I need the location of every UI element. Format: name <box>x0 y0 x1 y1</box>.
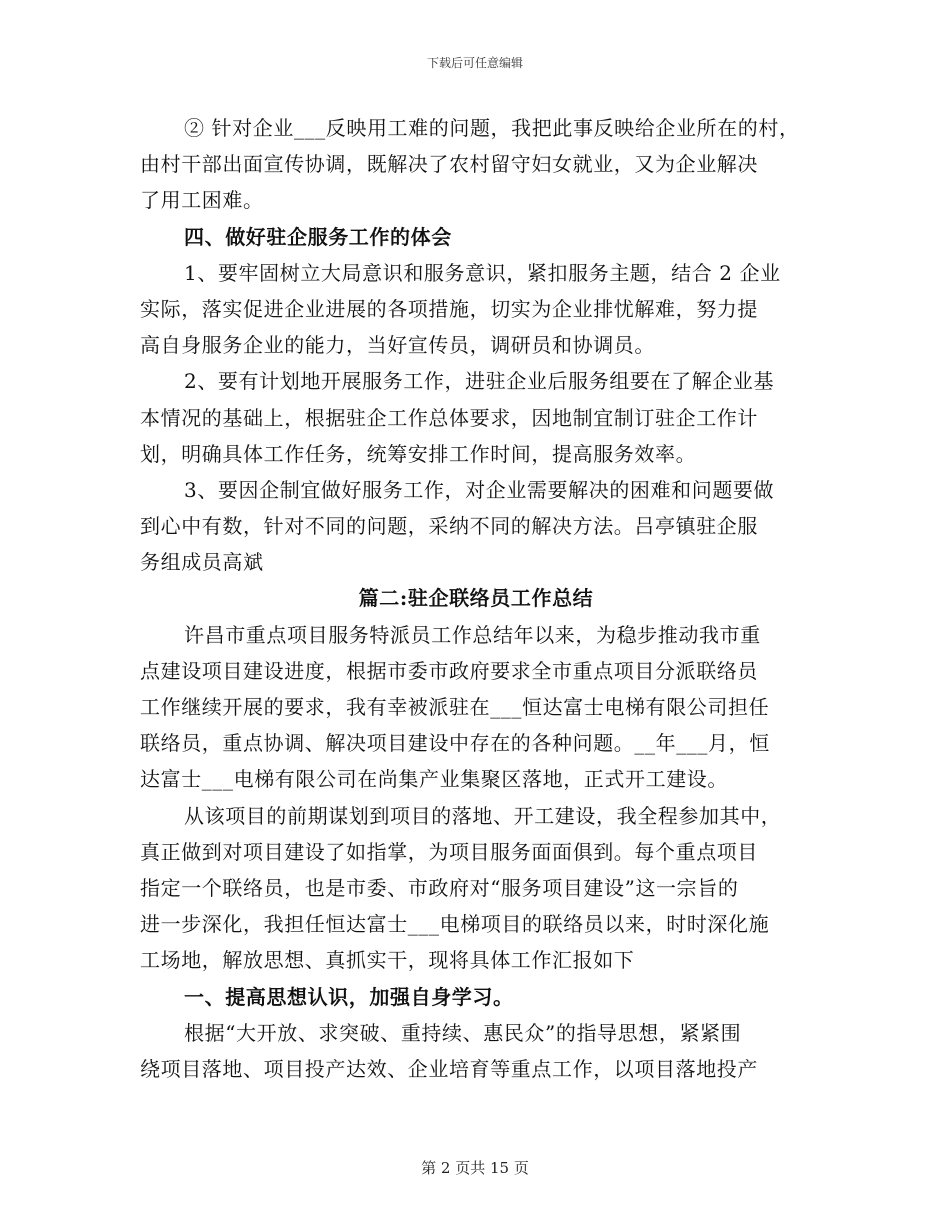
paragraph-line: 2、要有计划地开展服务工作，进驻企业后服务组要在了解企业基 <box>184 369 775 394</box>
paragraph-line: 1、要牢固树立大局意识和服务意识，紧扣服务主题，结合 2 企业 <box>184 260 781 285</box>
paragraph-line: 了用工困难。 <box>140 188 264 213</box>
paragraph-line: 本情况的基础上，根据驻企工作总体要求，因地制宜制订驻企工作计 <box>140 405 758 430</box>
page-header: 下载后可任意编辑 <box>426 56 523 70</box>
paragraph-line: 许昌市重点项目服务特派员工作总结年以来，为稳步推动我市重 <box>184 622 761 647</box>
paragraph-line: 工作继续开展的要求，我有幸被派驻在___恒达富士电梯有限公司担任 <box>140 695 770 719</box>
paragraph-line: 绕项目落地、项目投产达效、企业培育等重点工作，以项目落地投产 <box>140 1056 758 1081</box>
paragraph-line: 进一步深化，我担任恒达富士___电梯项目的联络员以来，时时深化施 <box>140 912 770 937</box>
section-heading: 篇二:驻企联络员工作总结 <box>358 586 594 611</box>
paragraph-line: 从该项目的前期谋划到项目的落地、开工建设，我全程参加其中， <box>184 803 782 828</box>
paragraph-line: 高自身服务企业的能力，当好宣传员，调研员和协调员。 <box>140 333 655 358</box>
paragraph-line: 工场地，解放思想、真抓实干，现将具体工作汇报如下 <box>140 948 635 973</box>
paragraph-line: 根据“大开放、求突破、重持续、惠民众”的指导思想，紧紧围 <box>184 1020 742 1045</box>
paragraph-line: 点建设项目建设进度，根据市委市政府要求全市重点项目分派联络员 <box>140 658 758 683</box>
page-footer: 第 2 页共 15 页 <box>421 1159 529 1177</box>
document-body <box>140 110 812 1087</box>
paragraph-line: 由村干部出面宣传协调，既解决了农村留守妇女就业，又为企业解决 <box>140 152 758 177</box>
paragraph-line: 联络员，重点协调、解决项目建设中存在的各种问题。__年___月，恒 <box>140 731 770 756</box>
paragraph-line: 3、要因企制宜做好服务工作，对企业需要解决的困难和问题要做 <box>184 477 775 502</box>
paragraph-line: 指定一个联络员，也是市委、市政府对“服务项目建设”这一宗旨的 <box>140 875 739 900</box>
paragraph-line: 实际，落实促进企业进展的各项措施，切实为企业排忧解难，努力提 <box>140 296 758 321</box>
section-heading: 四、做好驻企服务工作的体会 <box>184 224 452 249</box>
paragraph-line: 务组成员高斌 <box>140 550 264 575</box>
paragraph-line: 到心中有数，针对不同的问题，采纳不同的解决方法。吕亭镇驻企服 <box>140 514 758 539</box>
section-heading: 一、提高思想认识，加强自身学习。 <box>184 984 514 1009</box>
paragraph-line: 达富士___电梯有限公司在尚集产业集聚区落地，正式开工建设。 <box>140 767 728 792</box>
paragraph-line: ② 针对企业___反映用工难的问题，我把此事反映给企业所在的村， <box>184 116 800 140</box>
paragraph-line: 划，明确具体工作任务，统筹安排工作时间，提高服务效率。 <box>140 441 697 466</box>
paragraph-line: 真正做到对项目建设了如指掌，为项目服务面面俱到。每个重点项目 <box>140 839 758 864</box>
